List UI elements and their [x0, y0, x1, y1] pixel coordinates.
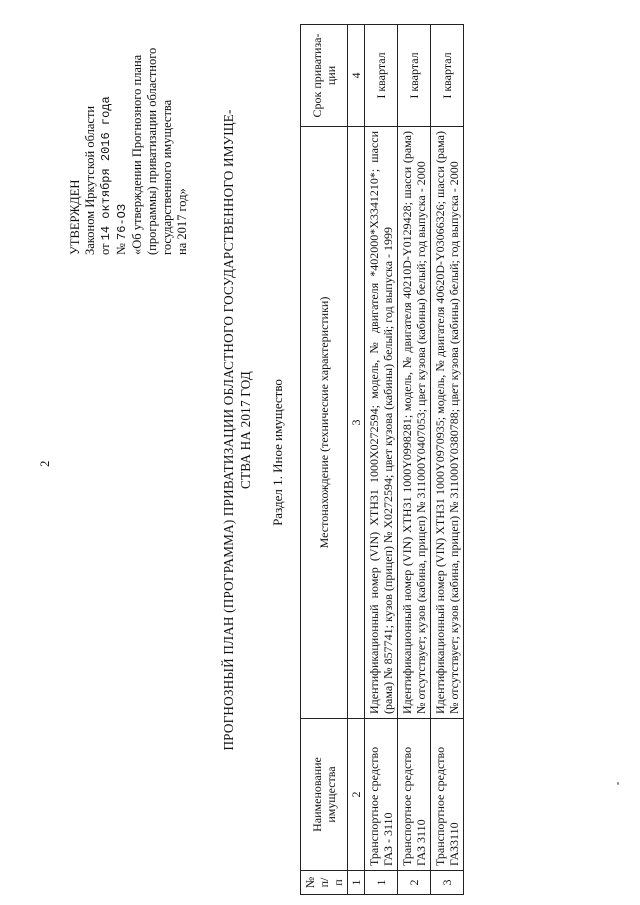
approval-number: 76-ОЗ	[115, 203, 129, 240]
row-number: 3	[431, 871, 464, 895]
table-row	[431, 25, 464, 895]
privatization-term: I квартал	[398, 25, 431, 127]
table-header-row	[301, 25, 348, 895]
column-number: 3	[348, 127, 365, 719]
approval-number-line	[114, 20, 130, 255]
column-number: 4	[348, 25, 365, 127]
header-description: Местонахождение (технические характеристики)	[301, 127, 348, 719]
approval-stamp	[68, 20, 190, 255]
property-table	[300, 24, 464, 895]
approval-subject-line: государственного имущества	[160, 99, 174, 255]
approval-law-line: Законом Иркутской области	[83, 105, 97, 255]
privatization-term: I квартал	[431, 25, 464, 127]
page-number: 2	[37, 460, 52, 467]
property-description: Идентификационный номер (VIN) XTH31 1000Y0998281; модель, № двигателя 40210D-Y0129428; шасси (рама) № отсутствует; кузов (кабина, прицеп) № 311000Y0407053; цвет кузова (кабины) белый; год выпуска - 2000	[398, 127, 431, 719]
column-number-row	[348, 25, 365, 895]
scan-speck	[617, 782, 619, 785]
document-title	[220, 75, 254, 785]
row-number: 2	[398, 871, 431, 895]
row-number: 1	[365, 871, 398, 895]
property-name: Транспортное средство ГАЗ3110	[431, 719, 464, 871]
approval-date: 14 октября 2016 года	[99, 96, 113, 241]
approval-heading: УТВЕРЖДЕН	[68, 179, 82, 255]
column-number: 2	[348, 719, 365, 871]
property-name: Транспортное средство ГАЗ 3110	[398, 719, 431, 871]
document-title-line: ПРОГНОЗНЫЙ ПЛАН (ПРОГРАММА) ПРИВАТИЗАЦИИ ОБЛАСТНОГО ГОСУДАРСТВЕННОГО ИМУЩЕ-	[221, 109, 236, 751]
privatization-term: I квартал	[365, 25, 398, 127]
document-title-line: СТВА НА 2017 ГОД	[238, 371, 253, 490]
approval-date-line	[98, 20, 114, 255]
approval-date-prefix: от	[98, 243, 112, 255]
header-number: № п/п	[301, 871, 348, 895]
header-term: Срок приватиза- ции	[301, 25, 348, 127]
approval-number-prefix: №	[114, 243, 128, 255]
table-row	[398, 25, 431, 895]
header-name: Наименование имущества	[301, 719, 348, 871]
property-description: Идентификационный номер (VIN) XTH31 1000Y0970935; модель, № двигателя 40620D-Y03066326; шасси (рама) № отсутствует; кузов (кабина, прицеп) № 311000Y0380788; цвет кузова (кабины) белый; год выпуска - 2000	[431, 127, 464, 719]
approval-subject-line: на 2017 год»	[175, 188, 189, 255]
approval-subject-line: (программы) приватизации областного	[145, 47, 159, 255]
approval-subject-line: «Об утверждении Прогнозного плана	[130, 54, 144, 255]
column-number: 1	[348, 871, 365, 895]
property-description: Идентификационный номер (VIN) XTH31 1000X0272594; модель, № двигателя *402000*X3341210*; шасси (рама) № 857741; кузов (прицеп) № X0272594; цвет кузова (кабины) белый; год выпуска - 1999	[365, 127, 398, 719]
table-row	[365, 25, 398, 895]
section-title: Раздел 1. Иное имущество	[270, 379, 285, 526]
property-name: Транспортное средство ГАЗ - 3110	[365, 719, 398, 871]
